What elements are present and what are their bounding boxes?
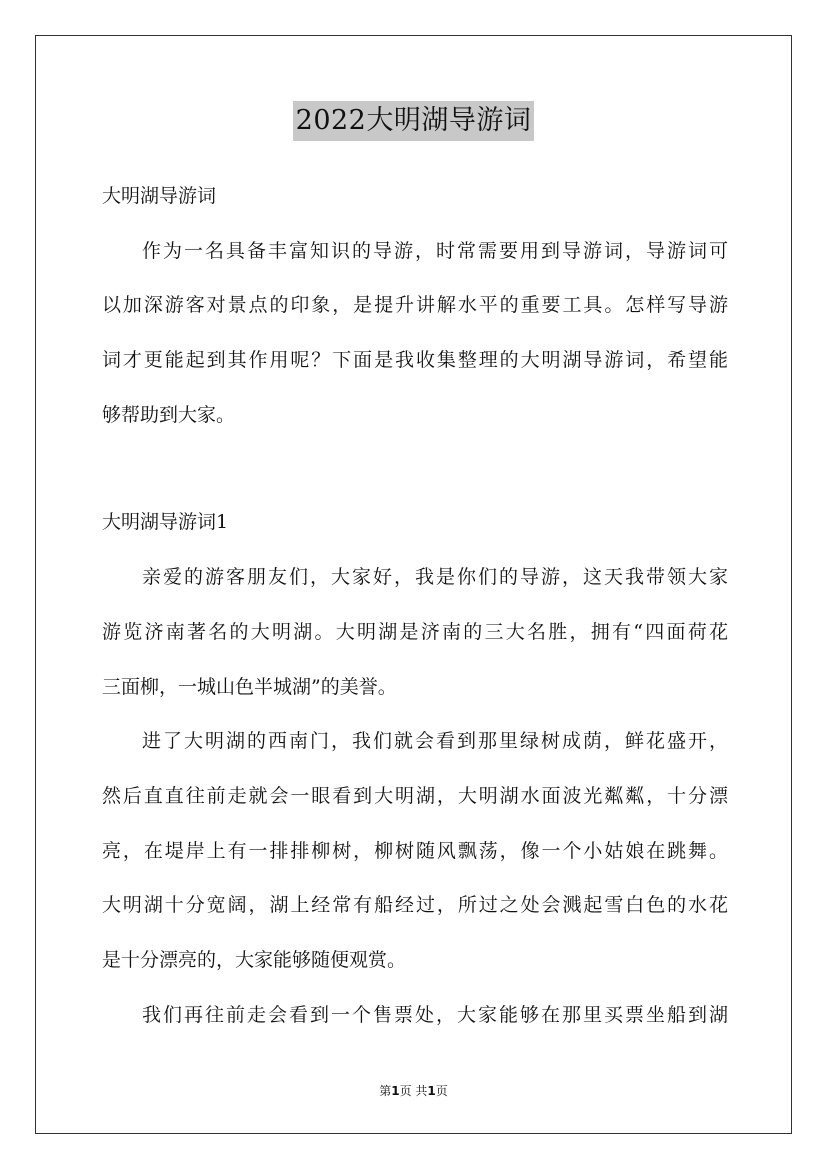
paragraph-line: 亲爱的游客朋友们，大家好，我是你们的导游，这天我带领大家 bbox=[142, 566, 728, 589]
paragraph-line: 三面柳，一城山色半城湖”的美誉。 bbox=[102, 675, 397, 698]
paragraph-line: 游览济南著名的大明湖。大明湖是济南的三大名胜，拥有“四面荷花 bbox=[102, 620, 728, 643]
intro-line: 作为一名具备丰富知识的导游，时常需要用到导游词，导游词可 bbox=[142, 239, 728, 262]
page-footer bbox=[0, 1082, 827, 1099]
paragraph-line: 进了大明湖的西南门，我们就会看到那里绿树成荫，鲜花盛开， bbox=[142, 730, 728, 753]
title-wrapper bbox=[0, 101, 827, 141]
paragraph-line: 大明湖十分宽阔，湖上经常有船经过，所过之处会溅起雪白色的水花 bbox=[102, 894, 728, 917]
section-heading: 大明湖导游词 bbox=[102, 185, 217, 207]
document-body bbox=[102, 169, 728, 1042]
intro-line: 以加深游客对景点的印象，是提升讲解水平的重要工具。怎样写导游 bbox=[102, 294, 728, 317]
intro-line: 词才更能起到其作用呢？下面是我收集整理的大明湖导游词，希望能 bbox=[102, 349, 728, 372]
spacer bbox=[102, 442, 728, 495]
footer-page-total: 1 bbox=[427, 1084, 436, 1098]
paragraph-line: 是十分漂亮的，大家能够随便观赏。 bbox=[102, 948, 407, 971]
footer-suffix: 页 bbox=[435, 1084, 448, 1098]
paragraph-line: 我们再往前走会看到一个售票处，大家能够在那里买票坐船到湖 bbox=[142, 1003, 728, 1026]
paragraph-line: 亮，在堤岸上有一排排柳树，柳树随风飘荡，像一个小姑娘在跳舞。 bbox=[102, 839, 728, 862]
paragraph-line: 然后直直往前走就会一眼看到大明湖，大明湖水面波光粼粼，十分漂 bbox=[102, 784, 728, 807]
footer-prefix: 第 bbox=[379, 1084, 392, 1098]
intro-line: 够帮助到大家。 bbox=[102, 403, 236, 426]
document-title: 2022大明湖导游词 bbox=[293, 101, 535, 141]
section-heading: 大明湖导游词1 bbox=[102, 511, 229, 534]
footer-page-number: 1 bbox=[391, 1084, 400, 1098]
footer-mid: 页 共 bbox=[399, 1084, 428, 1098]
